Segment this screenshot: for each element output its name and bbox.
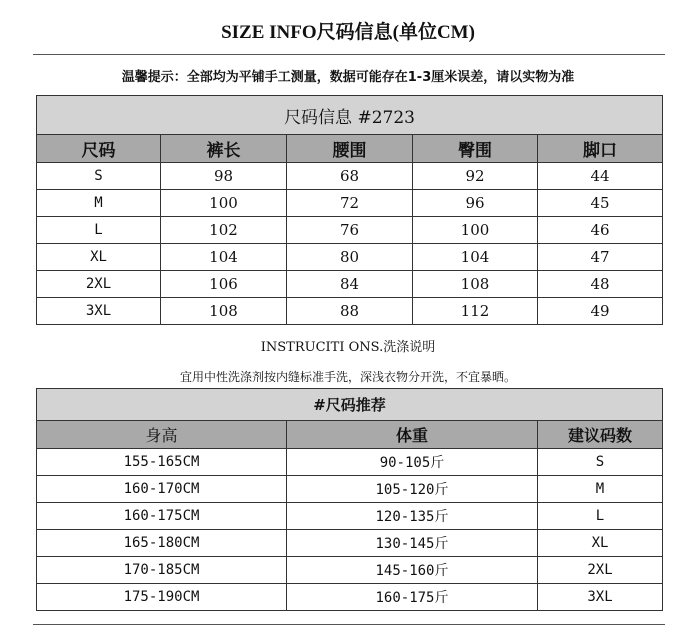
header-hip: 臀围 (413, 135, 538, 163)
table-cell: 76 (287, 217, 413, 244)
size-cell: M (538, 476, 663, 503)
height-cell: 160-170CM (37, 476, 287, 503)
height-cell: 165-180CM (37, 530, 287, 557)
recommend-table-header-row (37, 421, 663, 449)
table-cell: 46 (538, 217, 663, 244)
table-cell: 45 (538, 190, 663, 217)
size-cell: S (538, 449, 663, 476)
weight-cell: 145-160斤 (287, 557, 538, 584)
table-cell: 108 (161, 298, 287, 325)
table-row (37, 298, 663, 325)
table-cell: 88 (287, 298, 413, 325)
table-row (37, 503, 663, 530)
height-cell: 170-185CM (37, 557, 287, 584)
table-cell: 108 (413, 271, 538, 298)
weight-cell: 160-175斤 (287, 584, 538, 611)
header-size: 尺码 (37, 135, 161, 163)
size-info-table (36, 95, 663, 325)
size-table-header-row (37, 135, 663, 163)
size-cell: 3XL (37, 298, 161, 325)
table-row (37, 217, 663, 244)
size-cell: M (37, 190, 161, 217)
header-hem: 脚口 (538, 135, 663, 163)
table-row (37, 163, 663, 190)
table-row (37, 584, 663, 611)
measurement-notice: 温馨提示：全部均为平铺手工测量，数据可能存在1-3厘米误差，请以实物为准 (121, 70, 575, 85)
header-waist: 腰围 (287, 135, 413, 163)
table-cell: 92 (413, 163, 538, 190)
table-row (37, 557, 663, 584)
recommend-table-caption: #尺码推荐 (37, 389, 663, 421)
table-cell: 104 (161, 244, 287, 271)
size-cell: XL (538, 530, 663, 557)
wash-instructions-text: 宜用中性洗涤剂按内缝标准手洗，深浅衣物分开洗，不宜暴晒。 (179, 370, 516, 384)
header-height: 身高 (37, 421, 287, 449)
table-cell: 44 (538, 163, 663, 190)
table-cell: 47 (538, 244, 663, 271)
table-row (37, 449, 663, 476)
table-row (37, 476, 663, 503)
page-title: SIZE INFO尺码信息(单位CM) (221, 22, 475, 43)
size-cell: 3XL (538, 584, 663, 611)
weight-cell: 90-105斤 (287, 449, 538, 476)
header-suggested-size: 建议码数 (538, 421, 663, 449)
table-cell: 100 (161, 190, 287, 217)
table-row (37, 190, 663, 217)
table-cell: 102 (161, 217, 287, 244)
weight-cell: 120-135斤 (287, 503, 538, 530)
size-cell: 2XL (538, 557, 663, 584)
size-cell: S (37, 163, 161, 190)
table-row (37, 271, 663, 298)
height-cell: 160-175CM (37, 503, 287, 530)
size-cell: L (37, 217, 161, 244)
size-cell: XL (37, 244, 161, 271)
table-row (37, 530, 663, 557)
table-cell: 68 (287, 163, 413, 190)
size-cell: L (538, 503, 663, 530)
table-cell: 48 (538, 271, 663, 298)
weight-cell: 105-120斤 (287, 476, 538, 503)
table-cell: 98 (161, 163, 287, 190)
height-cell: 175-190CM (37, 584, 287, 611)
table-cell: 96 (413, 190, 538, 217)
table-cell: 72 (287, 190, 413, 217)
table-cell: 104 (413, 244, 538, 271)
instructions-heading: INSTRUCITI ONS.洗涤说明 (260, 340, 436, 355)
height-cell: 155-165CM (37, 449, 287, 476)
table-row (37, 244, 663, 271)
table-cell: 80 (287, 244, 413, 271)
table-cell: 106 (161, 271, 287, 298)
size-table-caption: 尺码信息 #2723 (37, 96, 663, 135)
top-divider (33, 54, 665, 55)
table-cell: 100 (413, 217, 538, 244)
table-cell: 49 (538, 298, 663, 325)
bottom-divider (33, 624, 665, 625)
header-weight: 体重 (287, 421, 538, 449)
header-length: 裤长 (161, 135, 287, 163)
size-cell: 2XL (37, 271, 161, 298)
table-cell: 84 (287, 271, 413, 298)
size-recommendation-table (36, 388, 663, 611)
table-cell: 112 (413, 298, 538, 325)
weight-cell: 130-145斤 (287, 530, 538, 557)
